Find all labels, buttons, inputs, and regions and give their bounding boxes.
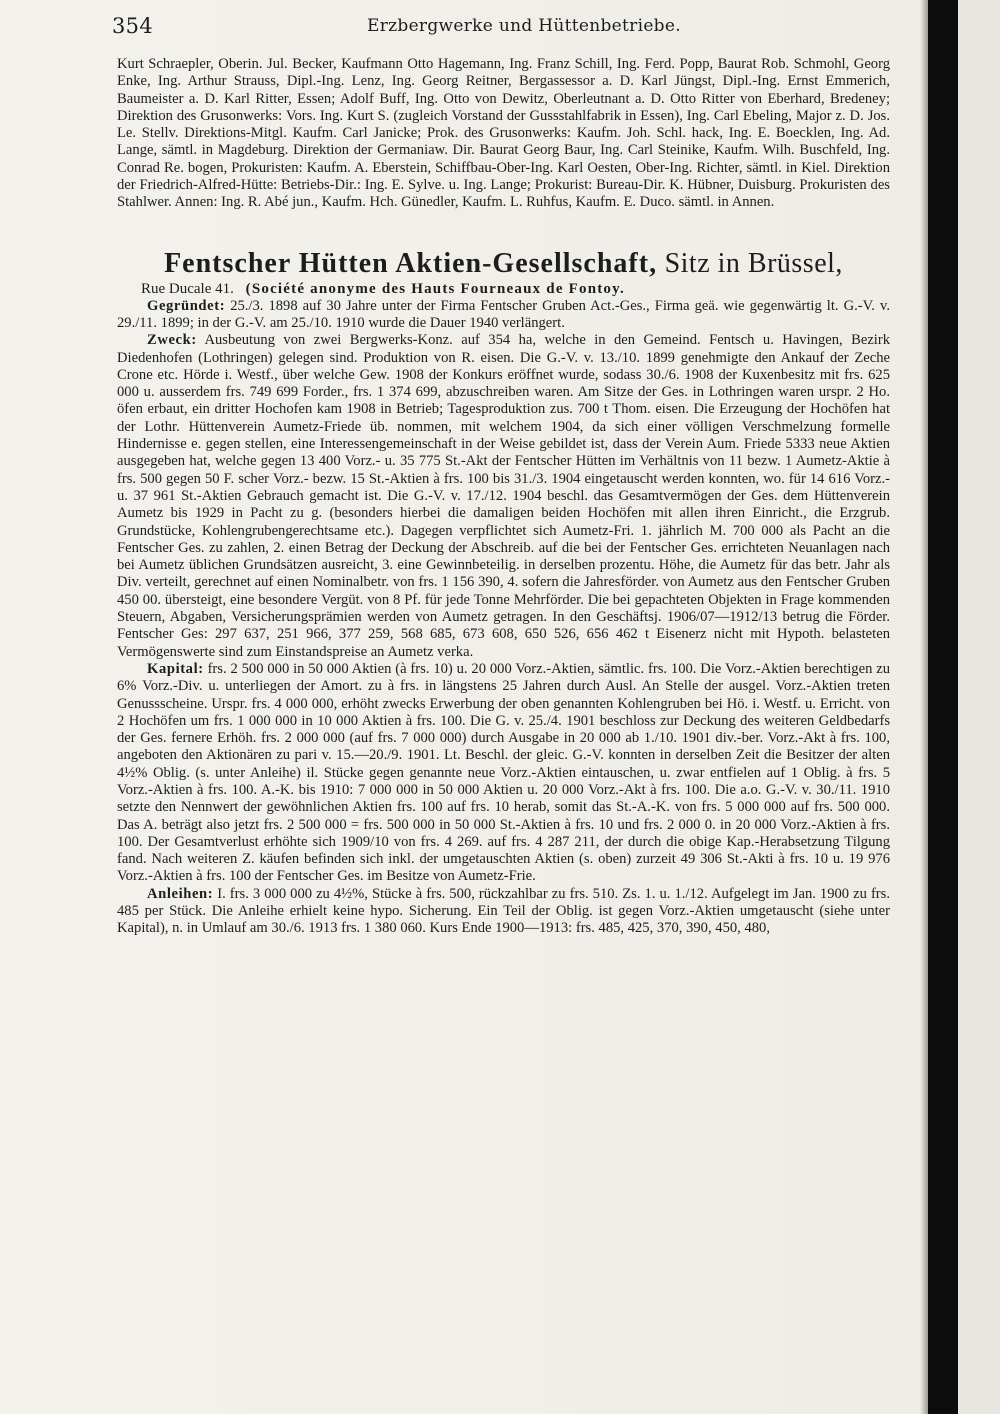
section-text-kapital: frs. 2 500 000 in 50 000 Aktien (à frs. 10) u. 20 000 Vorz.-Aktien, sämtlic. frs. 100. Die Vorz.-Aktien berechtigen zu 6% Vorz.-Div. u. unterliegen der Amort. zu à frs. in längstens 25 Jahren durch Ausl. An Stelle der ausgel. Vorz.-Aktien treten Genussscheine. Urspr. frs. 4 000 000, erhöht zwecks Erwerbung der oben genannten Kohlengruben bei Hö. i. Westf. u. Erricht. von 2 Hochöfen um frs. 1 000 000 in 10 000 Aktien à frs. 100. Die G. v. 25./4. 1901 beschloss zur Deckung des weiteren Geldbedarfs der Ges. fernere Erhöh. frs. 2 000 000 (auf frs. 7 000 000) durch Ausgabe in 20 000 ab 1./10. 1901 div.-ber. Vorz.-Akt à frs. 100, angeboten den Aktionären zu pari v. 15.—20./9. 1901. Lt. Beschl. der gleic. G.-V. konnten in derselben Zeit die Besitzer der alten 4½% Oblig. (s. unter Anleihe) il. Stücke gegen genannte neue Vorz.-Aktien eintauschen, u. zwar entfielen auf 1 Oblig. à frs. 5 Vorz.-Aktien à frs. 100. A.-K. bis 1910: 7 000 000 in 50 000 Aktien u. 20 000 Vorz.-Akt à frs. 100. Die a.o. G.-V. v. 30./11. 1910 setzte den Nennwert der gewöhnlichen Aktien frs. 100 auf frs. 10 herab, somit das St.-A.-K. von frs. 5 000 000 auf frs. 500 000. Das A. beträgt also jetzt frs. 2 500 000 = frs. 500 000 in 50 000 St.-Aktien à frs. 10 und frs. 2 000 0. in 20 000 Vorz.-Aktien à frs. 100. Der Gesamtverlust erhöhte sich 1909/10 von frs. 4 269. auf frs. 4 287 211, der durch die obige Kap.-Herabsetzung Tilgung fand. Nach weiteren Z. käufen befinden sich inkl. der umgetauschten Aktien (s. oben) zurzeit 49 306 St.-Akti à frs. 10 u. 19 976 Vorz.-Aktien à frs. 100 der Fentscher Ges. im Besitze von Aumetz-Frie. [117, 660, 890, 885]
page-number: 354 [112, 14, 153, 38]
section-text-gegruendet: 25./3. 1898 auf 30 Jahre unter der Firma Fentscher Gruben Act.-Ges., Firma geä. wie gegenwärtig lt. G.-V. v. 29./11. 1899; in der G.-V. am 25./10. 1910 wurde die Dauer 1940 verlängert. [117, 297, 890, 331]
text-column [117, 56, 890, 938]
page-header [112, 14, 892, 44]
gutter-shadow [920, 0, 928, 1414]
section-anleihen [117, 886, 890, 938]
section-text-zweck: Ausbeutung von zwei Bergwerks-Konz. auf 354 ha, welche in den Gemeind. Fentsch u. Havingen, Bezirk Diedenhofen (Lothringen) gelegen sind. Produktion von R. eisen. Die G.-V. v. 13./10. 1899 genehmigte den Ankauf der Zeche Crone etc. Hörde i. Westf., über welche Gew. 1908 der Konkurs eröffnet wurde, sodass 30./6. 1908 der Kuxenbesitz mit frs. 625 000 u. ausserdem frs. 749 699 Forder., frs. 1 374 699, abzuschreiben waren. Am Sitze der Ges. in Lothringen waren urspr. 2 Ho. öfen erbaut, ein dritter Hochofen kam 1908 in Betrieb; Tagesproduktion zus. 700 t Thom. eisen. Die Erzeugung der Hochöfen hat der Lothr. Hüttenverein Aumetz-Friede üb. nommen, mit welchem 1904, da sich einer völligen Verschmelzung formelle Hindernisse e. gegen stellen, eine Interessengemeinschaft in der Weise gebildet ist, dass der Verein Aum. Friede 5333 neue Aktien ausgegeben hat, welche gegen 13 400 Vorz.- u. 35 775 St.-Akt der Fentscher Hütten im Verhältnis von 11 bezw. 1 Aumetz-Aktie à frs. 500 gegen 50 F. scher Vorz.- bezw. 15 St.-Aktien à frs. 100 bis 31./3. 1904 eingetauscht werden konnten, wo. für 14 616 Vorz.- u. 37 961 St.-Aktien Gebrauch gemacht ist. Die G.-V. v. 17./12. 1904 beschl. das Gesamtvermögen der Ges. dem Hüttenverein Aumetz bis 1929 in Pacht zu g. (besonders hierbei die damaligen beiden Hochöfen mit allen ihren Einricht., die Erzgrub. Grundstücke, Kohlengrubengerechtsame etc.). Dagegen verpflichtet sich Aumetz-Fri. 1. jährlich M. 700 000 als Pacht an die Fentscher Ges. zu zahlen, 2. einen Betrag der Deckung der Abschreib. auf die bei der Fentscher Ges. errichteten Neuanlagen nach bei Aumetz üblichen Grundsätzen ausreicht, 3. eine Gewinnbeteilig. in derselben prozentu. Höhe, die Aumetz für das betr. Jahr als Div. verteilt, gerechnet auf einen Nominalbetr. von frs. 1 156 390, 4. sofern die Jahresförder. von Aumetz aus den Fentscher Gruben 450 00. übersteigt, eine besondere Vergüt. von 8 Pf. für jede Tonne Mehrförder. Die bei gepachteten Objekten in Frage kommenden Steuern, Abgaben, Versicherungsprämien werden von Aumetz getragen. In den Geschäftsj. 1906/07—1912/13 betrug die Förder. Fentscher Ges: 297 637, 251 966, 377 259, 568 685, 673 608, 650 526, 656 462 t Eisenerz nicht mit Hypoth. belasteten Vermögenswerte sind zum Einstandspreise an Aumetz verka. [117, 332, 891, 660]
company-address-line [141, 280, 890, 298]
adjacent-page-edge [958, 0, 1000, 1414]
section-gegruendet [117, 298, 890, 333]
book-gutter [928, 0, 958, 1414]
section-label-zweck: Zweck: [147, 332, 197, 349]
section-label-gegruendet: Gegründet: [147, 297, 226, 314]
section-text-anleihen: I. frs. 3 000 000 zu 4½%, Stücke à frs. 500, rückzahlbar zu frs. 510. Zs. 1. u. 1./12. Aufgelegt im Jan. 1900 zu frs. 485 per Stück. Die Anleihe erhielt keine hypo. Sicherung. Ein Teil der Oblig. ist gegen Vorz.-Aktien umgetauscht (siehe unter Kapital), n. in Umlauf am 30./6. 1913 frs. 1 380 060. Kurs Ende 1900—1913: frs. 485, 425, 370, 390, 450, 480, [117, 885, 890, 937]
company-french-name: (Société anonyme des Hauts Fourneaux de Fontoy. [245, 280, 625, 297]
names-paragraph: Kurt Schraepler, Oberin. Jul. Becker, Kaufmann Otto Hagemann, Ing. Franz Schill, Ing. Ferd. Popp, Baurat Rob. Schmohl, Georg Enke, Ing. Arthur Strauss, Dipl.-Ing. Lenz, Ing. Georg Reitner, Bergassessor a. D. Karl Jüngst, Dipl.-Ing. Ernst Emmerich, Baumeister a. D. Karl Ritter, Essen; Adolf Buff, Ing. Otto von Dewitz, Oberleutnant a. D. Otto Ritter von Eberhard, Bredeney; Direktion des Grusonwerks: Vors. Ing. Kurt S. (zugleich Vorstand der Gussstahlfabrik in Essen), Ing. Carl Ebeling, Major z. D. Jos. Le. Stellv. Direktions-Mitgl. Kaufm. Carl Janicke; Prok. des Grusonwerks: Kaufm. Joh. Schl. hack, Ing. E. Boecklen, Ing. Ad. Lange, sämtl. in Magdeburg. Direktion der Germaniaw. Dir. Baurat Georg Baur, Ing. Carl Steinike, Kaufm. Wilh. Buschfeld, Ing. Conrad Re. bogen, Prokuristen: Kaufm. A. Eberstein, Schiffbau-Ober-Ing. Karl Oesten, Ober-Ing. Richter, sämtl. in Kiel. Direktion der Friedrich-Alfred-Hütte: Betriebs-Dir.: Ing. E. Sylve. u. Ing. Lange; Prokurist: Bureau-Dir. K. Hübner, Duisburg. Prokuristen des Stahlwer. Annen: Ing. R. Abé jun., Kaufm. Hch. Günedler, Kaufm. L. Ruhfus, Kaufm. E. Duco. sämtl. in Annen. [117, 56, 890, 211]
company-title [117, 248, 890, 280]
company-address: Rue Ducale 41. [141, 280, 234, 297]
section-zweck [117, 332, 890, 661]
section-label-kapital: Kapital: [147, 660, 204, 677]
company-seat: Sitz in Brüssel, [664, 247, 843, 279]
section-label-anleihen: Anleihen: [147, 885, 214, 902]
section-kapital [117, 661, 890, 886]
running-title: Erzbergwerke und Hüttenbetriebe. [367, 16, 681, 36]
company-name: Fentscher Hütten Aktien-Gesellschaft, [164, 247, 658, 279]
